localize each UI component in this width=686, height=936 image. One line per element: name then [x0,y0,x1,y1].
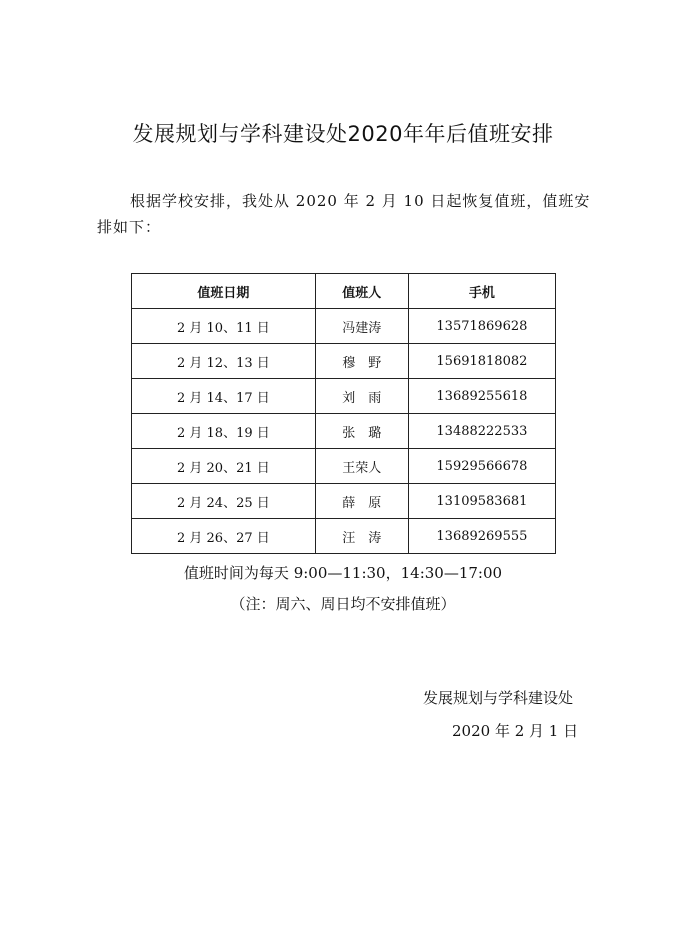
duty-person-cell: 刘 雨 [315,379,408,414]
duty-person-cell: 冯建涛 [315,309,408,344]
duty-person-cell: 汪 涛 [315,519,408,554]
duty-date-cell: 2 月 24、25 日 [132,484,316,519]
phone-cell: 15929566678 [408,449,555,484]
document-title: 发展规划与学科建设处2020年年后值班安排 [132,122,554,146]
phone-cell: 13689269555 [408,519,555,554]
phone-cell: 15691818082 [408,344,555,379]
header-phone: 手机 [408,274,555,309]
weekend-note: （注：周六、周日均不安排值班） [230,595,456,613]
table-header-row [132,274,556,309]
duty-schedule-table [131,273,556,554]
duty-hours-text: 值班时间为每天 9:00—11:30，14:30—17:00 [183,564,503,582]
phone-cell: 13689255618 [408,379,555,414]
duty-person-cell: 穆 野 [315,344,408,379]
duty-date-cell: 2 月 20、21 日 [132,449,316,484]
duty-date-cell: 2 月 12、13 日 [132,344,316,379]
table-row [132,449,556,484]
phone-cell: 13488222533 [408,414,555,449]
signature-date: 2020 年 2 月 1 日 [452,722,579,740]
table-row [132,519,556,554]
table-row [132,484,556,519]
table-row [132,379,556,414]
duty-person-cell: 张 璐 [315,414,408,449]
table-row [132,309,556,344]
signature-organization: 发展规划与学科建设处 [423,689,574,707]
duty-person-cell: 薛 原 [315,484,408,519]
duty-date-cell: 2 月 26、27 日 [132,519,316,554]
duty-date-cell: 2 月 10、11 日 [132,309,316,344]
phone-cell: 13571869628 [408,309,555,344]
intro-paragraph: 根据学校安排，我处从 2020 年 2 月 10 日起恢复值班，值班安排如下： [97,192,591,236]
duty-date-cell: 2 月 18、19 日 [132,414,316,449]
header-duty-date: 值班日期 [132,274,316,309]
phone-cell: 13109583681 [408,484,555,519]
table-row [132,414,556,449]
table-row [132,344,556,379]
header-duty-person: 值班人 [315,274,408,309]
duty-person-cell: 王荣人 [315,449,408,484]
duty-date-cell: 2 月 14、17 日 [132,379,316,414]
